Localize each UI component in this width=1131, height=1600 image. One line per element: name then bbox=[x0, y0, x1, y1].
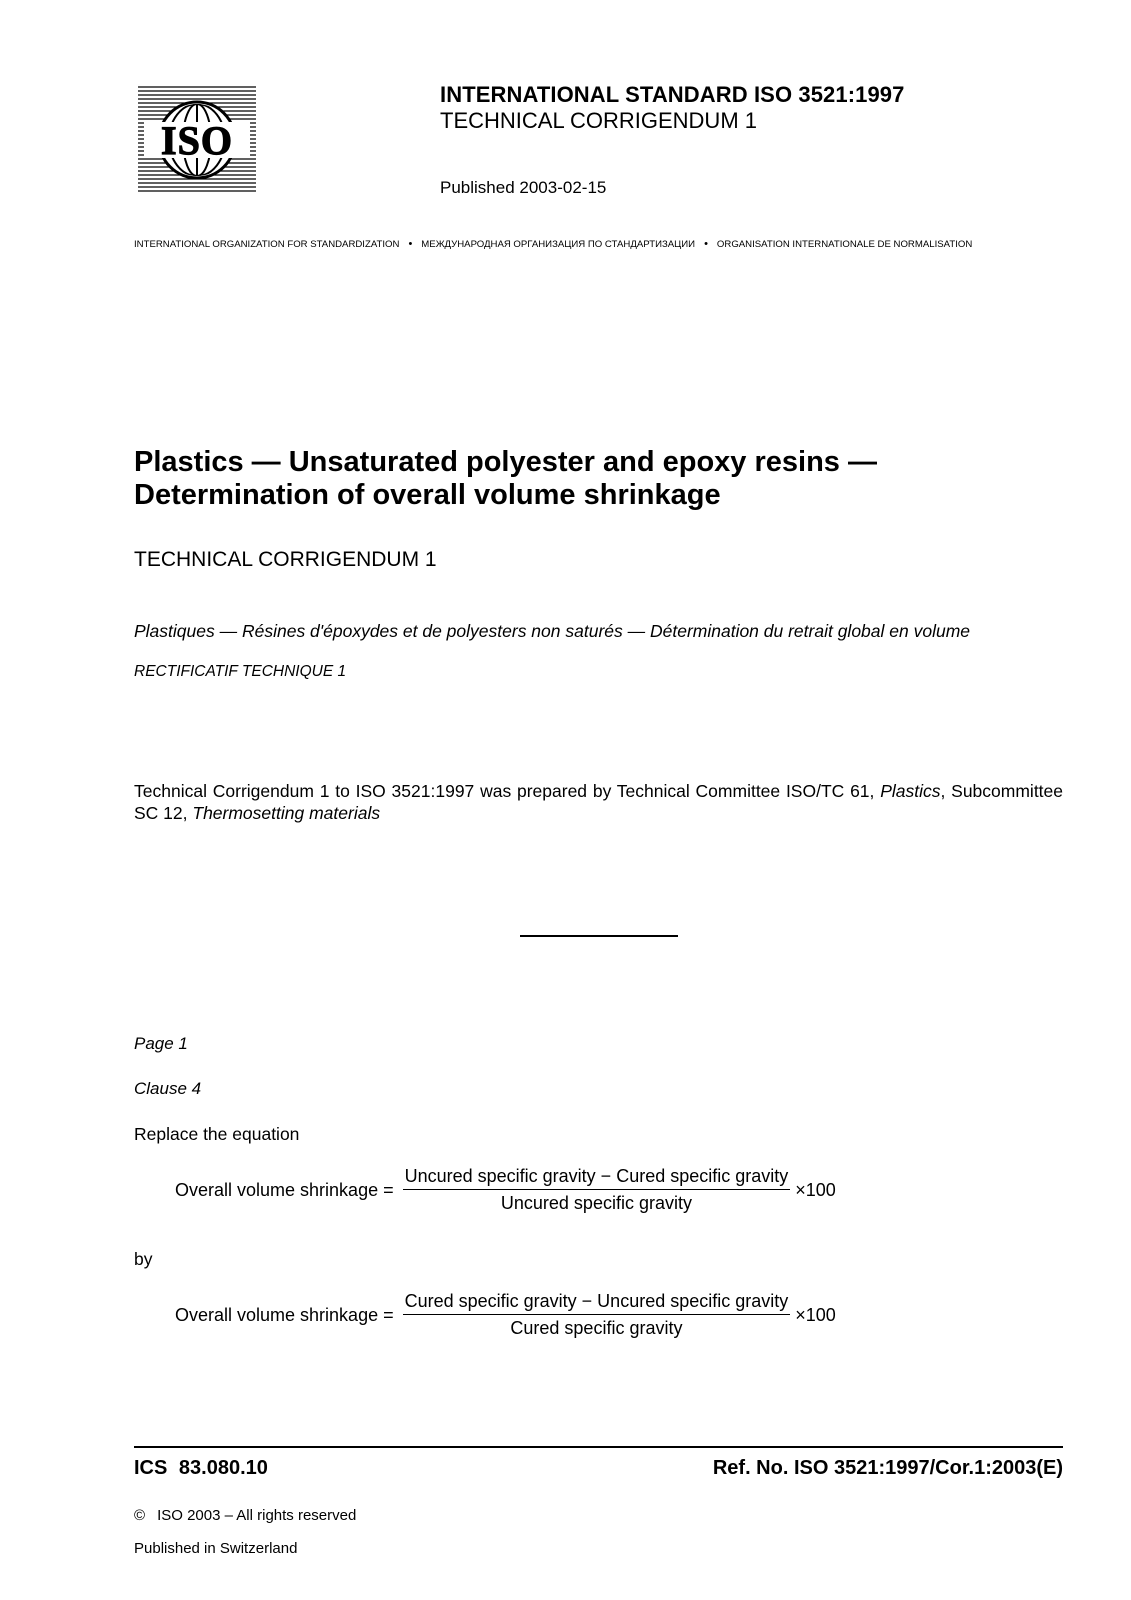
document-title-line-2: Determination of overall volume shrinkage bbox=[134, 479, 721, 511]
equation-fraction bbox=[403, 1166, 791, 1214]
standard-designation: INTERNATIONAL STANDARD ISO 3521:1997 bbox=[440, 82, 905, 107]
organization-name-russian: МЕЖДУНАРОДНАЯ ОРГАНИЗАЦИЯ ПО СТАНДАРТИЗАЦИИ bbox=[421, 238, 696, 250]
corrigendum-designation: TECHNICAL CORRIGENDUM 1 bbox=[440, 108, 757, 133]
corrigendum-title: TECHNICAL CORRIGENDUM 1 bbox=[134, 548, 437, 571]
organization-name-english: INTERNATIONAL ORGANIZATION FOR STANDARDIZATION bbox=[134, 238, 400, 250]
new-equation bbox=[175, 1291, 836, 1339]
copyright-symbol: © bbox=[134, 1507, 146, 1524]
preparation-statement bbox=[134, 780, 1063, 824]
preparation-text: Technical Corrigendum 1 to ISO 3521:1997 was prepared by Technical Committee ISO/TC 61, bbox=[134, 781, 881, 801]
french-corrigendum-title: RECTIFICATIF TECHNIQUE 1 bbox=[134, 663, 347, 680]
preparation-text: , Subcommittee SC 12, bbox=[134, 781, 1064, 823]
ics-code: ICS 83.080.10 bbox=[134, 1457, 268, 1479]
footer-rule bbox=[134, 1446, 1063, 1448]
bullet-separator: • bbox=[704, 238, 708, 250]
equation-denominator: Cured specific gravity bbox=[510, 1318, 683, 1338]
published-in: Published in Switzerland bbox=[134, 1540, 298, 1557]
organization-name-french: ORGANISATION INTERNATIONALE DE NORMALISATION bbox=[716, 238, 973, 250]
page-reference: Page 1 bbox=[134, 1034, 188, 1053]
subcommittee-name: Thermosetting materials bbox=[192, 803, 381, 823]
equation-denominator: Uncured specific gravity bbox=[500, 1193, 692, 1213]
copyright-text: ISO 2003 – All rights reserved bbox=[157, 1507, 357, 1524]
equation-fraction bbox=[403, 1291, 791, 1339]
document-title-line-1: Plastics — Unsaturated polyester and epoxy resins — bbox=[134, 446, 877, 478]
equation-multiplier: ×100 bbox=[795, 1179, 836, 1200]
equation-lhs: Overall volume shrinkage = bbox=[175, 1179, 394, 1200]
section-divider bbox=[520, 935, 678, 937]
copyright-notice bbox=[134, 1507, 356, 1524]
organization-names bbox=[134, 238, 1064, 250]
old-equation bbox=[175, 1166, 836, 1214]
equation-numerator: Uncured specific gravity − Cured specific gravity bbox=[403, 1166, 791, 1190]
french-title: Plastiques — Résines d'époxydes et de polyesters non saturés — Détermination du retrait global en volume bbox=[134, 621, 971, 641]
bullet-separator: • bbox=[408, 238, 413, 250]
equation-lhs: Overall volume shrinkage = bbox=[175, 1304, 394, 1325]
document-title bbox=[134, 446, 1054, 512]
equation-multiplier: ×100 bbox=[795, 1304, 836, 1325]
committee-name: Plastics bbox=[880, 781, 941, 801]
reference-number: Ref. No. ISO 3521:1997/Cor.1:2003(E) bbox=[712, 1457, 1063, 1479]
replace-instruction: Replace the equation bbox=[134, 1124, 300, 1144]
svg-text:ISO: ISO bbox=[161, 118, 233, 163]
publication-date: Published 2003-02-15 bbox=[440, 178, 607, 197]
equation-numerator: Cured specific gravity − Uncured specific gravity bbox=[403, 1291, 791, 1315]
iso-logo bbox=[138, 85, 256, 195]
by-instruction: by bbox=[134, 1249, 153, 1269]
clause-reference: Clause 4 bbox=[134, 1079, 202, 1098]
